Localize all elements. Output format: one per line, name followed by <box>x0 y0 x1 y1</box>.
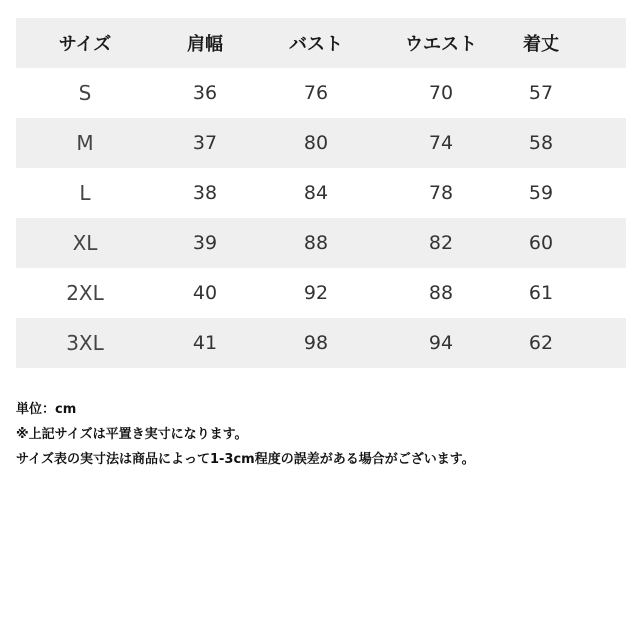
table-row <box>16 168 626 218</box>
waist-cell: 78 <box>428 182 454 204</box>
bust-cell: 98 <box>303 332 329 354</box>
length-cell: 57 <box>528 82 554 104</box>
shoulder-cell: 40 <box>192 282 218 304</box>
size-cell: 3XL <box>66 331 104 355</box>
header-shoulder-width: 肩幅 <box>187 34 223 55</box>
bust-cell: 76 <box>303 82 329 104</box>
size-cell: M <box>76 131 94 155</box>
header-length: 着丈 <box>523 34 559 55</box>
header-size: サイズ <box>58 34 112 55</box>
table-row <box>16 318 626 368</box>
table-row <box>16 68 626 118</box>
size-cell: S <box>78 81 92 105</box>
length-cell: 62 <box>528 332 554 354</box>
length-cell: 59 <box>528 182 554 204</box>
unit-note: 単位：cm <box>16 402 77 417</box>
waist-cell: 88 <box>428 282 454 304</box>
size-notes <box>16 397 626 472</box>
bust-cell: 92 <box>303 282 329 304</box>
table-row <box>16 218 626 268</box>
header-bust: バスト <box>289 34 343 55</box>
length-cell: 61 <box>528 282 554 304</box>
shoulder-cell: 38 <box>192 182 218 204</box>
length-cell: 60 <box>528 232 554 254</box>
length-cell: 58 <box>528 132 554 154</box>
flat-measure-note: ※上記サイズは平置き実寸になります。 <box>16 427 248 442</box>
header-waist: ウエスト <box>405 34 477 55</box>
waist-cell: 74 <box>428 132 454 154</box>
tolerance-note: サイズ表の実寸法は商品によって1-3cm程度の誤差がある場合がございます。 <box>16 452 475 467</box>
bust-cell: 88 <box>303 232 329 254</box>
size-cell: 2XL <box>66 281 104 305</box>
shoulder-cell: 39 <box>192 232 218 254</box>
shoulder-cell: 37 <box>192 132 218 154</box>
waist-cell: 82 <box>428 232 454 254</box>
table-header-row <box>16 18 626 68</box>
bust-cell: 80 <box>303 132 329 154</box>
size-cell: XL <box>72 231 98 255</box>
waist-cell: 70 <box>428 82 454 104</box>
shoulder-cell: 36 <box>192 82 218 104</box>
waist-cell: 94 <box>428 332 454 354</box>
bust-cell: 84 <box>303 182 329 204</box>
size-table <box>16 18 626 368</box>
table-row <box>16 268 626 318</box>
table-row <box>16 118 626 168</box>
size-cell: L <box>79 181 91 205</box>
shoulder-cell: 41 <box>192 332 218 354</box>
